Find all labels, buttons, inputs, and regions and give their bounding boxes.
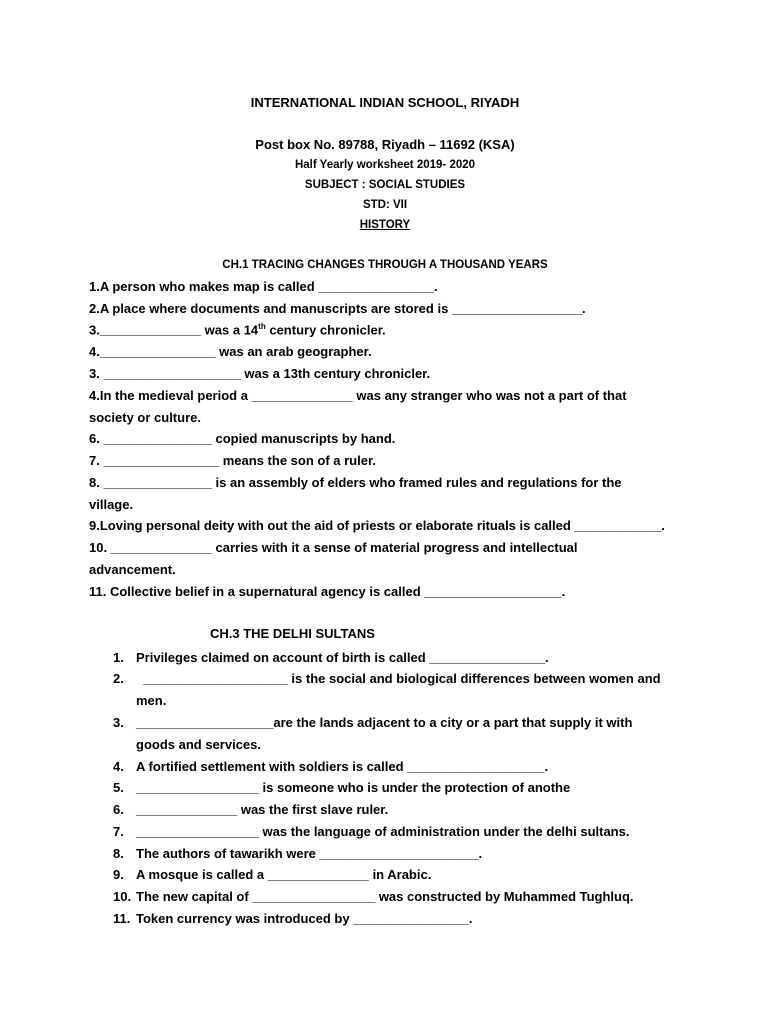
worksheet-title: Half Yearly worksheet 2019- 2020: [294, 159, 476, 171]
ch3-number: 11.: [113, 911, 131, 926]
ch3-number: 8.: [113, 846, 124, 861]
ch3-number: 4.: [113, 759, 124, 774]
ch1-question: 7. ________________ means the son of a ruler.: [89, 453, 376, 468]
ch3-title: CH.3 THE DELHI SULTANS: [210, 626, 375, 641]
ch3-question-cont: men.: [136, 693, 167, 708]
ch1-question-cont: advancement.: [89, 562, 176, 577]
ch3-question: A fortified settlement with soldiers is called ___________________.: [136, 759, 549, 774]
ch3-number: 9.: [113, 867, 124, 882]
ch1-question: 4.________________ was an arab geographer.: [89, 344, 372, 359]
ch3-question: _________________ was the language of administration under the delhi sultans.: [136, 824, 630, 839]
ch3-number: 1.: [113, 650, 124, 665]
section-heading: HISTORY: [359, 219, 411, 231]
ch3-question: ______________ was the first slave ruler.: [136, 802, 389, 817]
ch3-number: 3.: [113, 715, 124, 730]
ch3-question: The authors of tawarikh were ______________________.: [136, 846, 483, 861]
ch3-question: Token currency was introduced by ________________.: [136, 911, 473, 926]
ch3-question-cont: goods and services.: [136, 737, 261, 752]
ch3-question: Privileges claimed on account of birth is called ________________.: [136, 650, 549, 665]
ch3-number: 2.: [113, 671, 124, 686]
std-line: STD: VII: [362, 199, 408, 211]
ch1-question: 2.A place where documents and manuscripts are stored is __________________.: [89, 301, 586, 316]
ch3-question: A mosque is called a ______________ in Arabic.: [136, 867, 432, 882]
subject-line: SUBJECT : SOCIAL STUDIES: [304, 179, 466, 191]
school-name: INTERNATIONAL INDIAN SCHOOL, RIYADH: [250, 95, 520, 110]
ch3-number: 7.: [113, 824, 124, 839]
ch1-question: 3.______________ was a 14th century chronicler.: [89, 322, 386, 338]
ch1-question: 1.A person who makes map is called ________________.: [89, 279, 438, 294]
ch1-question: 3. ___________________ was a 13th century chronicler.: [89, 366, 431, 381]
ch1-question: 11. Collective belief in a supernatural agency is called ___________________.: [89, 584, 566, 599]
ch3-number: 10.: [113, 889, 132, 904]
ch3-number: 6.: [113, 802, 124, 817]
ch1-question: 9.Loving personal deity with out the aid of priests or elaborate rituals is called ____________.: [89, 518, 665, 533]
school-address: Post box No. 89788, Riyadh – 11692 (KSA): [255, 137, 515, 152]
ch1-question: 4.In the medieval period a ______________ was any stranger who was not a part of that: [89, 388, 627, 403]
ch1-question: 10. ______________ carries with it a sense of material progress and intellectual: [89, 540, 578, 555]
ch3-question: ___________________are the lands adjacent to a city or a part that supply it with: [136, 715, 633, 730]
ch3-number: 5.: [113, 780, 124, 795]
ch3-question: ____________________ is the social and biological differences between women and: [136, 671, 661, 686]
ch3-question: _________________ is someone who is under the protection of anothe: [136, 780, 571, 795]
ch1-question-cont: society or culture.: [89, 410, 201, 425]
ch3-question: The new capital of _________________ was constructed by Muhammed Tughluq.: [136, 889, 634, 904]
ch1-question: 6. _______________ copied manuscripts by hand.: [89, 431, 396, 446]
ch1-question: 8. _______________ is an assembly of elders who framed rules and regulations for the: [89, 475, 622, 490]
ch1-title: CH.1 TRACING CHANGES THROUGH A THOUSAND YEARS: [222, 259, 548, 271]
ch1-question-cont: village.: [89, 497, 134, 512]
